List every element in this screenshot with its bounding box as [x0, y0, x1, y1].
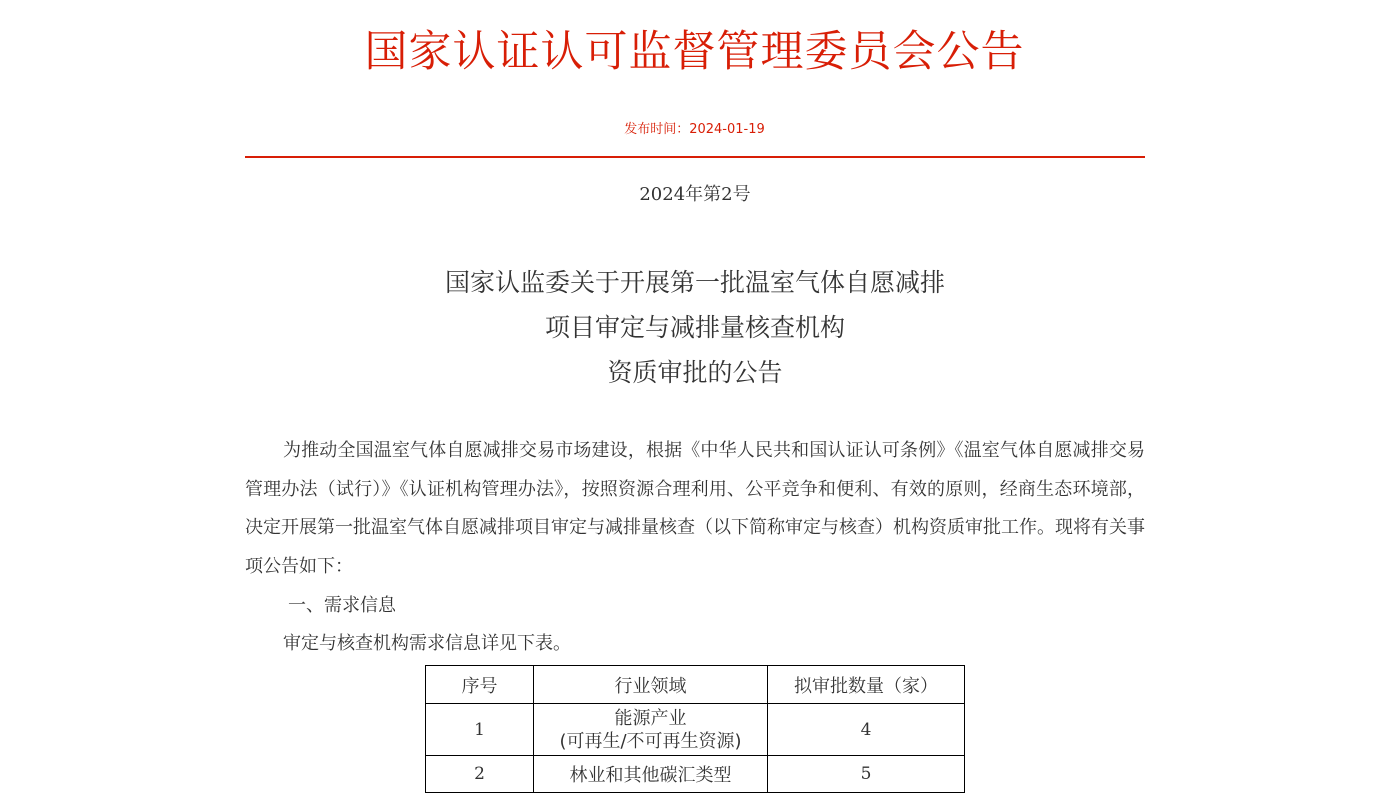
table-header-cell: 拟审批数量（家） [768, 666, 965, 704]
table-header-cell: 序号 [426, 666, 534, 704]
header-divider [245, 156, 1145, 158]
document-title-line: 国家认监委关于开展第一批温室气体自愿减排 [444, 268, 945, 297]
table-row [426, 756, 965, 793]
document-title-line: 项目审定与减排量核查机构 [544, 313, 845, 342]
document-number: 2024年第2号 [639, 184, 751, 205]
field-line: (可再生/不可再生资源) [559, 730, 742, 752]
table-header-cell: 行业领域 [534, 666, 768, 704]
publish-label: 发布时间： [624, 122, 690, 137]
table-cell-field: 林业和其他碳汇类型 [534, 756, 768, 793]
section-heading-requirements: 一、需求信息 [288, 595, 396, 616]
table-cell-count: 4 [768, 704, 965, 756]
table-cell-index: 1 [426, 704, 534, 756]
field-line: 能源产业 [614, 707, 687, 729]
document-title-line: 资质审批的公告 [607, 358, 783, 387]
publish-info [0, 121, 1379, 139]
intro-paragraph: 为推动全国温室气体自愿减排交易市场建设，根据《中华人民共和国认证认可条例》《温室气体自愿减排交易管理办法（试行）》《认证机构管理办法》，按照资源合理利用、公平竞争和便利、有效的原则，经商生态环境部，决定开展第一批温室气体自愿减排项目审定与减排量核查（以下简称审定与核查）机构资质审批工作。现将有关事项公告如下： [245, 440, 1145, 577]
table-cell-field [534, 704, 768, 756]
table-cell-count: 5 [768, 756, 965, 793]
requirements-table [425, 665, 965, 793]
document-title [245, 260, 1145, 395]
table-row [426, 704, 965, 756]
table-intro-text: 审定与核查机构需求信息详见下表。 [283, 633, 571, 654]
page-title: 国家认证认可监督管理委员会公告 [364, 27, 1025, 77]
publish-date: 2024-01-19 [689, 122, 765, 137]
table-cell-index: 2 [426, 756, 534, 793]
table-header-row [426, 666, 965, 704]
